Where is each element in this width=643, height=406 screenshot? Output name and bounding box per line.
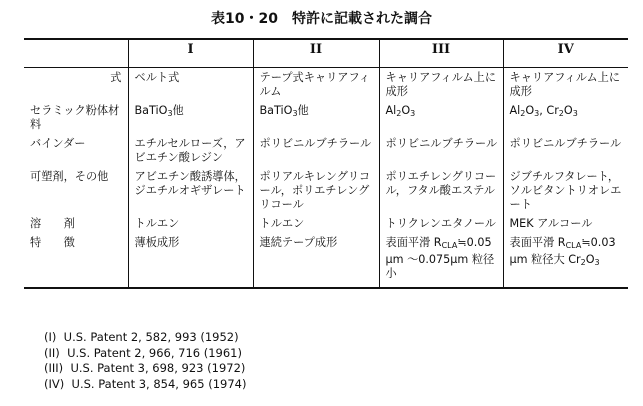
table-row <box>24 214 628 233</box>
header-col-4: IV <box>503 39 628 68</box>
table-row <box>24 167 628 214</box>
table-header-row <box>24 39 628 68</box>
patent-reference: (I) U.S. Patent 2, 582, 993 (1952) <box>44 330 239 344</box>
header-col-3: III <box>379 39 503 68</box>
formulation-table <box>24 38 628 289</box>
header-col-2: II <box>253 39 379 68</box>
patent-reference: (IV) U.S. Patent 3, 854, 965 (1974) <box>44 376 247 391</box>
table-row <box>24 68 628 102</box>
table-cell: BaTiO$_3$他 <box>128 101 253 134</box>
patent-reference-list <box>44 330 246 392</box>
row-label: バインダー <box>30 137 86 150</box>
table-cell: テープ式キャリアフィルム <box>253 68 379 102</box>
table-cell: アビエチン酸誘導体，ジエチルオギザレート <box>128 167 253 214</box>
table-row <box>24 233 628 288</box>
table-cell: 表面平滑 $R_{CLA}≒0.03$ μm 粒径大 $Cr_2O_3$ <box>503 233 628 288</box>
table-cell: キャリアフィルム上に成形 <box>503 68 628 102</box>
header-col-1: I <box>128 39 253 68</box>
table-cell: ポリアルキレングリコール，ポリエチレングリコール <box>253 167 379 214</box>
table-cell: 表面平滑 $R_{CLA}≒0.05$ μm 〜0.075μm 粒径小 <box>379 233 503 288</box>
table-cell: BaTiO$_3$他 <box>253 101 379 134</box>
table-cell: トルエン <box>128 214 253 233</box>
table-cell: トルエン <box>253 214 379 233</box>
table-cell: 連続テープ成形 <box>253 233 379 288</box>
table-row <box>24 101 628 134</box>
table-cell: 薄板成形 <box>128 233 253 288</box>
patent-reference: (II) U.S. Patent 2, 966, 716 (1961) <box>44 345 242 360</box>
table-caption: 表10・20 特許に記載された調合 <box>211 11 432 27</box>
header-corner <box>24 39 128 68</box>
row-label: 式 <box>110 71 122 84</box>
row-label: 可塑剤，その他 <box>30 170 109 183</box>
row-label: セラミック粉体材料 <box>30 104 120 131</box>
table-cell: ポリエチレングリコール，フタル酸エステル <box>379 167 503 214</box>
table-cell: ポリビニルブチラール <box>503 134 628 167</box>
table-cell: エチルセルローズ，アビエチン酸レジン <box>128 134 253 167</box>
table-cell: キャリアフィルム上に成形 <box>379 68 503 102</box>
row-label: 溶 剤 <box>30 217 75 230</box>
table-cell: ポリビニルブチラール <box>379 134 503 167</box>
table-cell: MEK アルコール <box>503 214 628 233</box>
table-cell: ジブチルフタレート，ソルビタントリオレエート <box>503 167 628 214</box>
table-cell: ベルト式 <box>128 68 253 102</box>
table-cell: $Al_2O_3$ <box>379 101 503 134</box>
table-cell: ポリビニルブチラール <box>253 134 379 167</box>
patent-reference: (III) U.S. Patent 3, 698, 923 (1972) <box>44 361 246 375</box>
table-row <box>24 134 628 167</box>
table-cell: トリクレンエタノール <box>379 214 503 233</box>
table-cell: $Al_2O_3$, $Cr_2O_3$ <box>503 101 628 134</box>
row-label: 特 徴 <box>24 233 128 288</box>
